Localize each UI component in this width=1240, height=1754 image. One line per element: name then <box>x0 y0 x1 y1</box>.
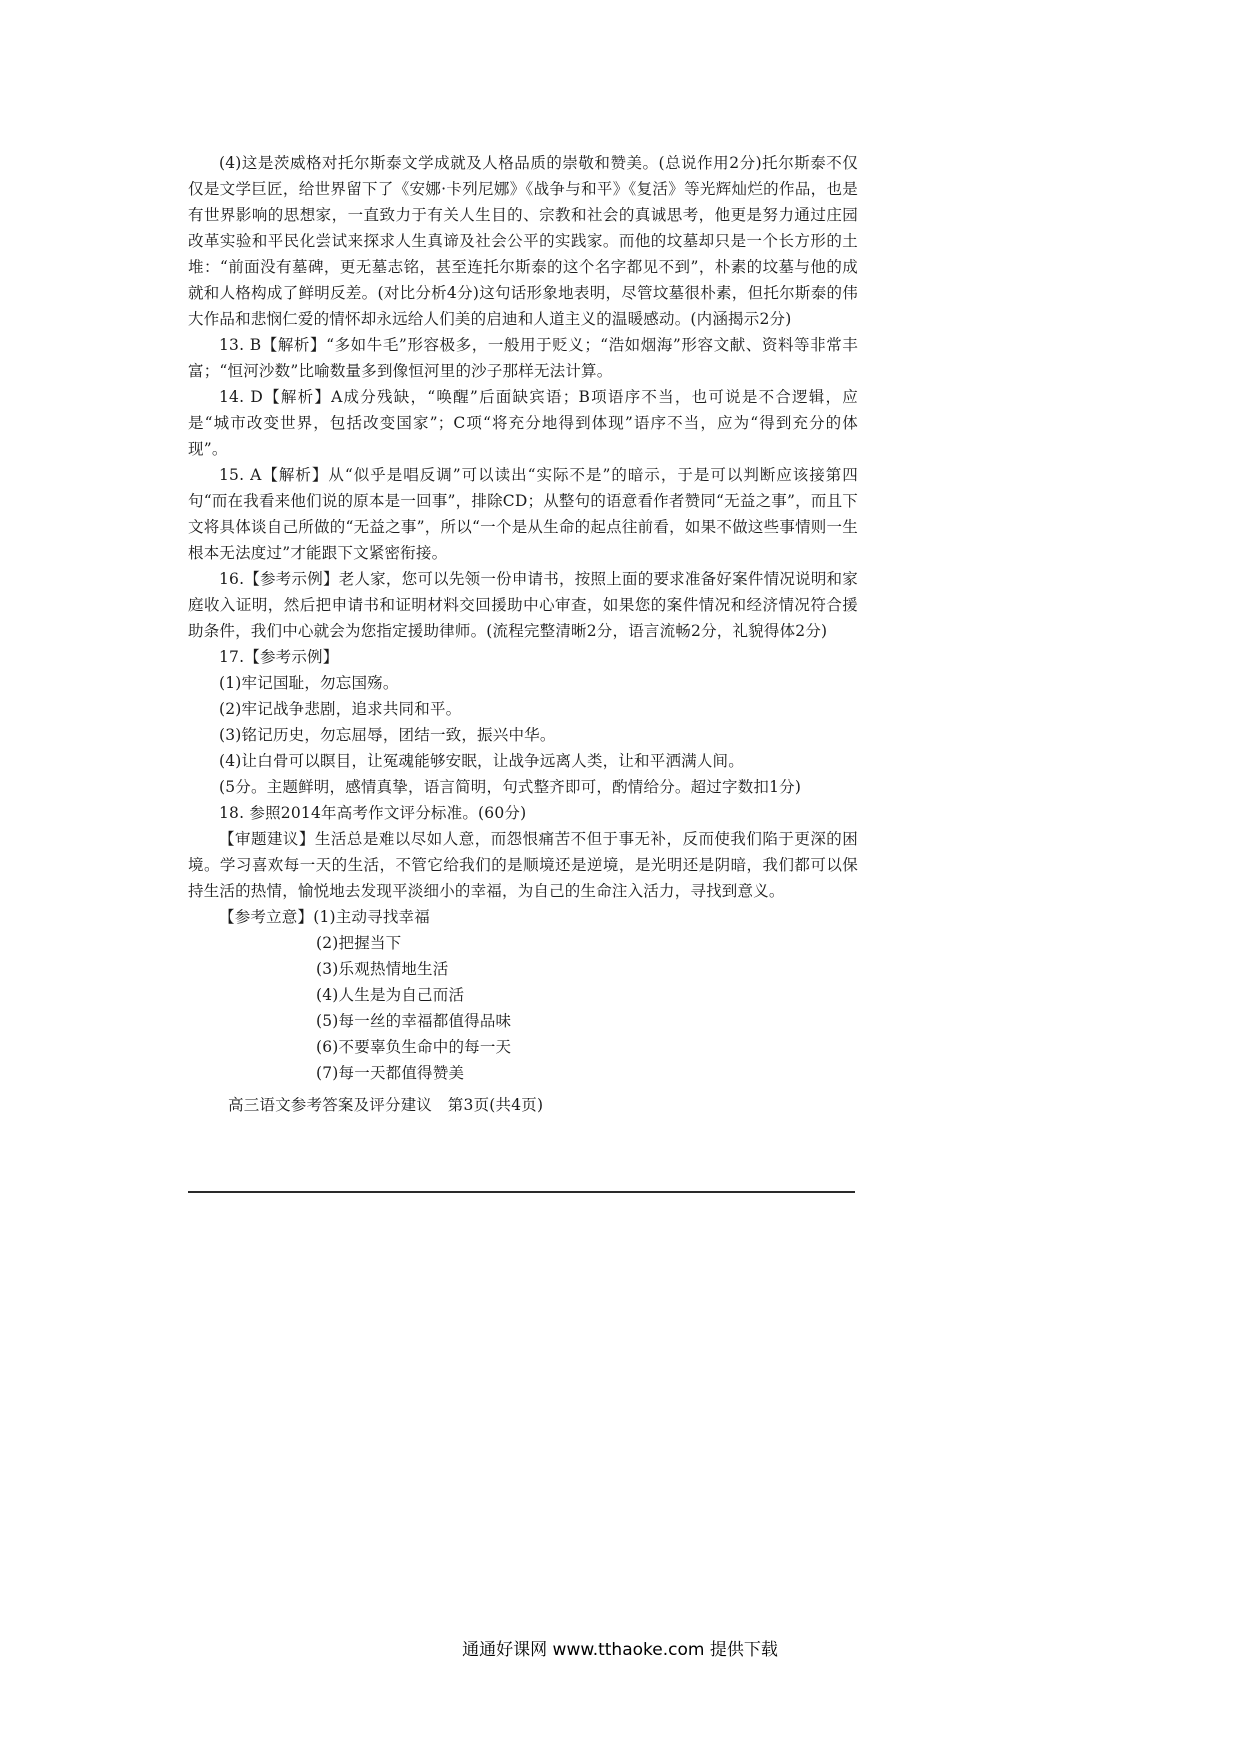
answer-q18-header: 18. 参照2014年高考作文评分标准。(60分) <box>219 804 527 822</box>
answer-q18-idea: (4)人生是为自己而活 <box>316 986 465 1004</box>
answer-q16: 16.【参考示例】老人家，您可以先领一份申请书，按照上面的要求准备好案件情况说明和家庭收入证明，然后把申请书和证明材料交回援助中心审查，如果您的案件情况和经济情况符合援助条件，我们中心就会为您指定援助律师。(流程完整清晰2分，语言流畅2分，礼貌得体2分) <box>188 570 858 640</box>
answer-q18-idea: (5)每一丝的幸福都值得品味 <box>316 1012 512 1030</box>
answer-q18-suggestion: 【审题建议】生活总是难以尽如人意，而怨恨痛苦不但于事无补，反而使我们陷于更深的困境。学习喜欢每一天的生活，不管它给我们的是顺境还是逆境，是光明还是阴暗，我们都可以保持生活的热情，愉悦地去发现平淡细小的幸福，为自己的生命注入活力，寻找到意义。 <box>188 830 858 900</box>
answer-q18-idea: (2)把握当下 <box>316 934 402 952</box>
answer-q18-idea: (3)乐观热情地生活 <box>316 960 449 978</box>
answer-item-4: (4)这是茨威格对托尔斯泰文学成就及人格品质的崇敬和赞美。(总说作用2分)托尔斯泰不仅仅是文学巨匠，给世界留下了《安娜·卡列尼娜》《战争与和平》《复活》等光辉灿烂的作品，也是有世界影响的思想家，一直致力于有关人生目的、宗教和社会的真诚思考，他更是努力通过庄园改革实验和平民化尝试来探求人生真谛及社会公平的实践家。而他的坟墓却只是一个长方形的土堆：“前面没有墓碑，更无墓志铭，甚至连托尔斯泰的这个名字都见不到”，朴素的坟墓与他的成就和人格构成了鲜明反差。(对比分析4分)这句话形象地表明，尽管坟墓很朴素，但托尔斯泰的伟大作品和悲悯仁爱的情怀却永远给人们美的启迪和人道主义的温暖感动。(内涵揭示2分) <box>188 154 858 328</box>
site-watermark-footer: 通通好课网 www.tthaoke.com 提供下载 <box>462 1640 778 1660</box>
answer-q18-idea: 【参考立意】(1)主动寻找幸福 <box>219 908 430 926</box>
answer-q18-idea: (7)每一天都值得赞美 <box>316 1064 465 1082</box>
scanned-answer-page <box>188 150 858 1118</box>
answer-q15: 15. A【解析】从“似乎是唱反调”可以读出“实际不是”的暗示，于是可以判断应该接第四句“而在我看来他们说的原本是一回事”，排除CD；从整句的语意看作者赞同“无益之事”，而且下文将具体谈自己所做的“无益之事”，所以“一个是从生命的起点往前看，如果不做这些事情则一生根本无法度过”才能跟下文紧密衔接。 <box>188 466 858 562</box>
answer-q18-idea: (6)不要辜负生命中的每一天 <box>316 1038 512 1056</box>
page-number-footer: 高三语文参考答案及评分建议 第3页(共4页) <box>228 1096 544 1114</box>
answer-q17-item: (3)铭记历史，勿忘屈辱，团结一致，振兴中华。 <box>219 726 556 744</box>
answer-q17-item: (2)牢记战争悲剧，追求共同和平。 <box>219 700 462 718</box>
answer-q13: 13. B【解析】“多如牛毛”形容极多，一般用于贬义；“浩如烟海”形容文献、资料等非常丰富；“恒河沙数”比喻数量多到像恒河里的沙子那样无法计算。 <box>188 336 858 380</box>
answer-q17-header: 17.【参考示例】 <box>219 648 339 666</box>
answer-q17-item: (4)让白骨可以瞑目，让冤魂能够安眠，让战争远离人类，让和平洒满人间。 <box>219 752 744 770</box>
answer-q17-item: (1)牢记国耻，勿忘国殇。 <box>219 674 399 692</box>
footer-divider <box>188 1191 855 1193</box>
answer-q14: 14. D【解析】A成分残缺，“唤醒”后面缺宾语；B项语序不当，也可说是不合逻辑，应是“城市改变世界，包括改变国家”；C项“将充分地得到体现”语序不当，应为“得到充分的体现”。 <box>188 388 858 458</box>
answer-q17-note: (5分。主题鲜明，感情真挚，语言简明，句式整齐即可，酌情给分。超过字数扣1分) <box>219 778 802 796</box>
